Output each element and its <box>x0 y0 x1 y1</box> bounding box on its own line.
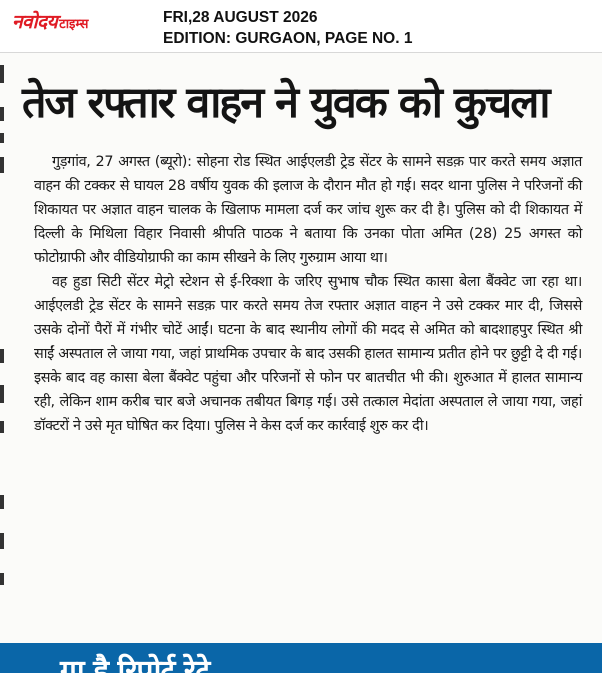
newspaper-clipping <box>0 52 602 689</box>
newspaper-logo <box>12 8 89 33</box>
article-paragraph: वह हुडा सिटी सेंटर मेट्रो स्टेशन से ई-रिक्शा के जरिए सुभाष चौक स्थित कासा बेला बैंक्वेट जा रहा था। आईएलडी ट्रेड सेंटर के सामने सडक़ पार करते समय तेज रफ्तार अज्ञात वाहन ने उसे टक्कर मार दी, जिससे उसके दोनों पैरों में गंभीर चोटें आईं। घटना के बाद स्थानीय लोगों की मदद से अमित को बादशाहपुर स्थित श्री साईं अस्पताल ले जाया गया, जहां प्राथमिक उपचार के बाद उसकी हालत सामान्य प्रतीत होने पर छुट्टी दे दी गई। इसके बाद वह कासा बेला बैंक्वेट पहुंचा और परिजनों से फोन पर बातचीत भी की। शुरुआत में हालत सामान्य रही, लेकिन शाम करीब चार बजे अचानक तबीयत बिगड़ गई। उसे तत्काल मेदांता अस्पताल ले जाया गया, जहां डॉक्टरों ने उसे मृत घोषित कर दिया। पुलिस ने केस दर्ज कर कार्रवाई शुरु कर दी। <box>34 274 582 434</box>
next-story-band <box>0 643 602 689</box>
edition-line: EDITION: GURGAON, PAGE NO. 1 <box>163 30 413 47</box>
edition-meta <box>163 7 412 49</box>
article-headline: तेज रफ्तार वाहन ने युवक को कुचला <box>22 78 549 128</box>
article-body <box>34 150 582 438</box>
article-paragraph: गुड़गांव, 27 अगस्त (ब्यूरो): सोहना रोड स्थित आईएलडी ट्रेड सेंटर के सामने सडक़ पार करते समय अज्ञात वाहन की टक्कर से घायल 28 वर्षीय युवक की इलाज के दौरान मौत हो गई। सदर थाना पुलिस ने परिजनों की शिकायत पर अज्ञात वाहन चालक के खिलाफ मामला दर्ज कर जांच शुरू कर दी है। पुलिस को दी शिकायत में दिल्ली के मिथिला विहार निवासी श्रीपति पाठक ने बताया कि उनका पोता अमित (28) 25 अगस्त को फोटोग्राफी और वीडियोग्राफी का काम सीखने के लिए गुरुग्राम आया था। <box>34 154 582 266</box>
logo-sub-text: टाइम्स <box>59 17 89 32</box>
next-story-headline-fragment: ग्रा है रिपोर्ट रेटे <box>60 654 210 689</box>
logo-main-text: नवोदय <box>12 11 58 33</box>
adjacent-column-edge <box>0 53 8 653</box>
date-line: FRI,28 AUGUST 2026 <box>163 9 318 26</box>
masthead <box>0 0 602 52</box>
